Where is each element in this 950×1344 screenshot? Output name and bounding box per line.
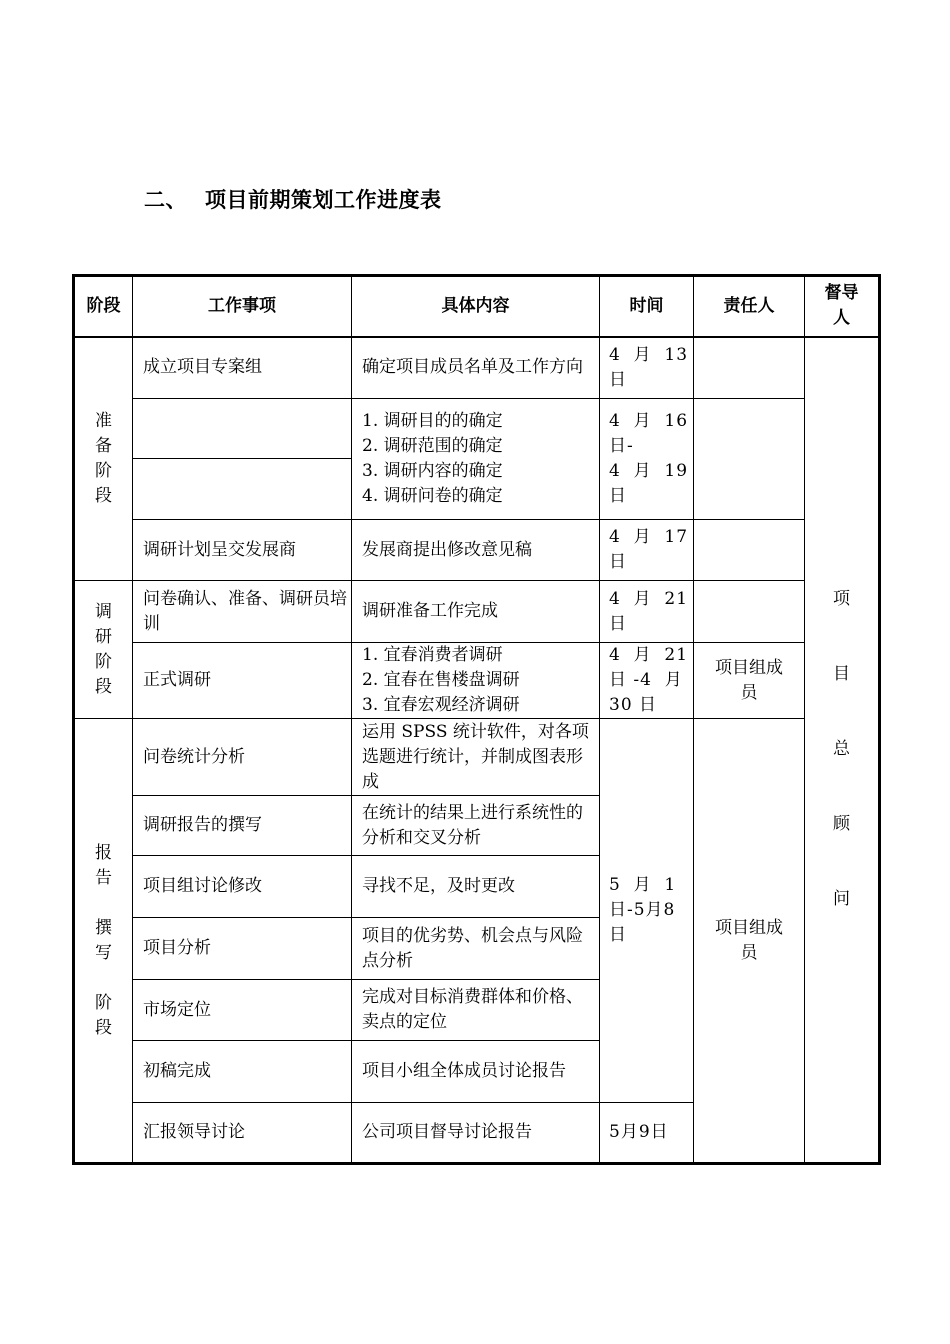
content-cell: 完成对目标消费群体和价格、卖点的定位 [352,980,600,1041]
schedule-table [72,274,881,1165]
owner-cell [694,520,805,581]
stage-report: 报告 撰写 阶段 [74,719,133,1164]
task-cell: 项目组讨论修改 [133,856,352,918]
owner-cell: 项目组成员 [694,719,805,1164]
page-title [144,184,442,214]
task-cell: 问卷统计分析 [133,719,352,796]
header-stage: 阶段 [74,276,133,337]
header-owner: 责任人 [694,276,805,337]
content-cell: 确定项目成员名单及工作方向 [352,337,600,399]
owner-cell [694,337,805,399]
time-cell: 4 月 21 日 -4 月 30 日 [600,643,694,719]
task-cell: 初稿完成 [133,1041,352,1103]
section-title: 项目前期策划工作进度表 [205,188,442,212]
content-cell: 运用 SPSS 统计软件，对各项选题进行统计，并制成图表形成 [352,719,600,796]
table-row [74,643,880,719]
table-row [74,399,880,459]
task-cell: 市场定位 [133,980,352,1041]
content-cell: 项目的优劣势、机会点与风险点分析 [352,918,600,980]
time-cell: 5月9日 [600,1103,694,1164]
table-row [74,337,880,399]
task-cell: 调研计划呈交发展商 [133,520,352,581]
content-cell: 1. 调研目的的确定 2. 调研范围的确定 3. 调研内容的确定 4. 调研问卷的确定 [352,399,600,520]
task-cell: 正式调研 [133,643,352,719]
content-cell: 寻找不足，及时更改 [352,856,600,918]
time-cell: 4 月 17 日 [600,520,694,581]
time-cell: 5 月 1 日-5月8 日 [600,719,694,1103]
task-cell: 成立项目专案组 [133,337,352,399]
header-row [74,276,880,337]
table-row [74,581,880,643]
table-row [74,719,880,796]
content-cell: 1. 宜春消费者调研 2. 宜春在售楼盘调研 3. 宜春宏观经济调研 [352,643,600,719]
task-cell [133,399,352,459]
table-row [74,520,880,581]
task-cell: 调研报告的撰写 [133,796,352,856]
content-cell: 公司项目督导讨论报告 [352,1103,600,1164]
header-task: 工作事项 [133,276,352,337]
section-number: 二、 [144,188,187,212]
owner-cell [694,399,805,520]
supervisor-cell: 项目总顾问 [805,337,880,1164]
task-cell: 问卷确认、准备、调研员培训 [133,581,352,643]
content-cell: 调研准备工作完成 [352,581,600,643]
time-cell: 4 月 13 日 [600,337,694,399]
time-cell: 4 月 16 日- 4 月 19 日 [600,399,694,520]
header-content: 具体内容 [352,276,600,337]
content-cell: 发展商提出修改意见稿 [352,520,600,581]
time-cell: 4 月 21 日 [600,581,694,643]
task-cell [133,459,352,520]
owner-cell: 项目组成员 [694,643,805,719]
stage-prep: 准备阶段 [74,337,133,581]
content-cell: 在统计的结果上进行系统性的分析和交叉分析 [352,796,600,856]
header-time: 时间 [600,276,694,337]
task-cell: 项目分析 [133,918,352,980]
header-supervisor: 督导人 [805,276,880,337]
task-cell: 汇报领导讨论 [133,1103,352,1164]
content-cell: 项目小组全体成员讨论报告 [352,1041,600,1103]
owner-cell [694,581,805,643]
stage-survey: 调研阶段 [74,581,133,719]
